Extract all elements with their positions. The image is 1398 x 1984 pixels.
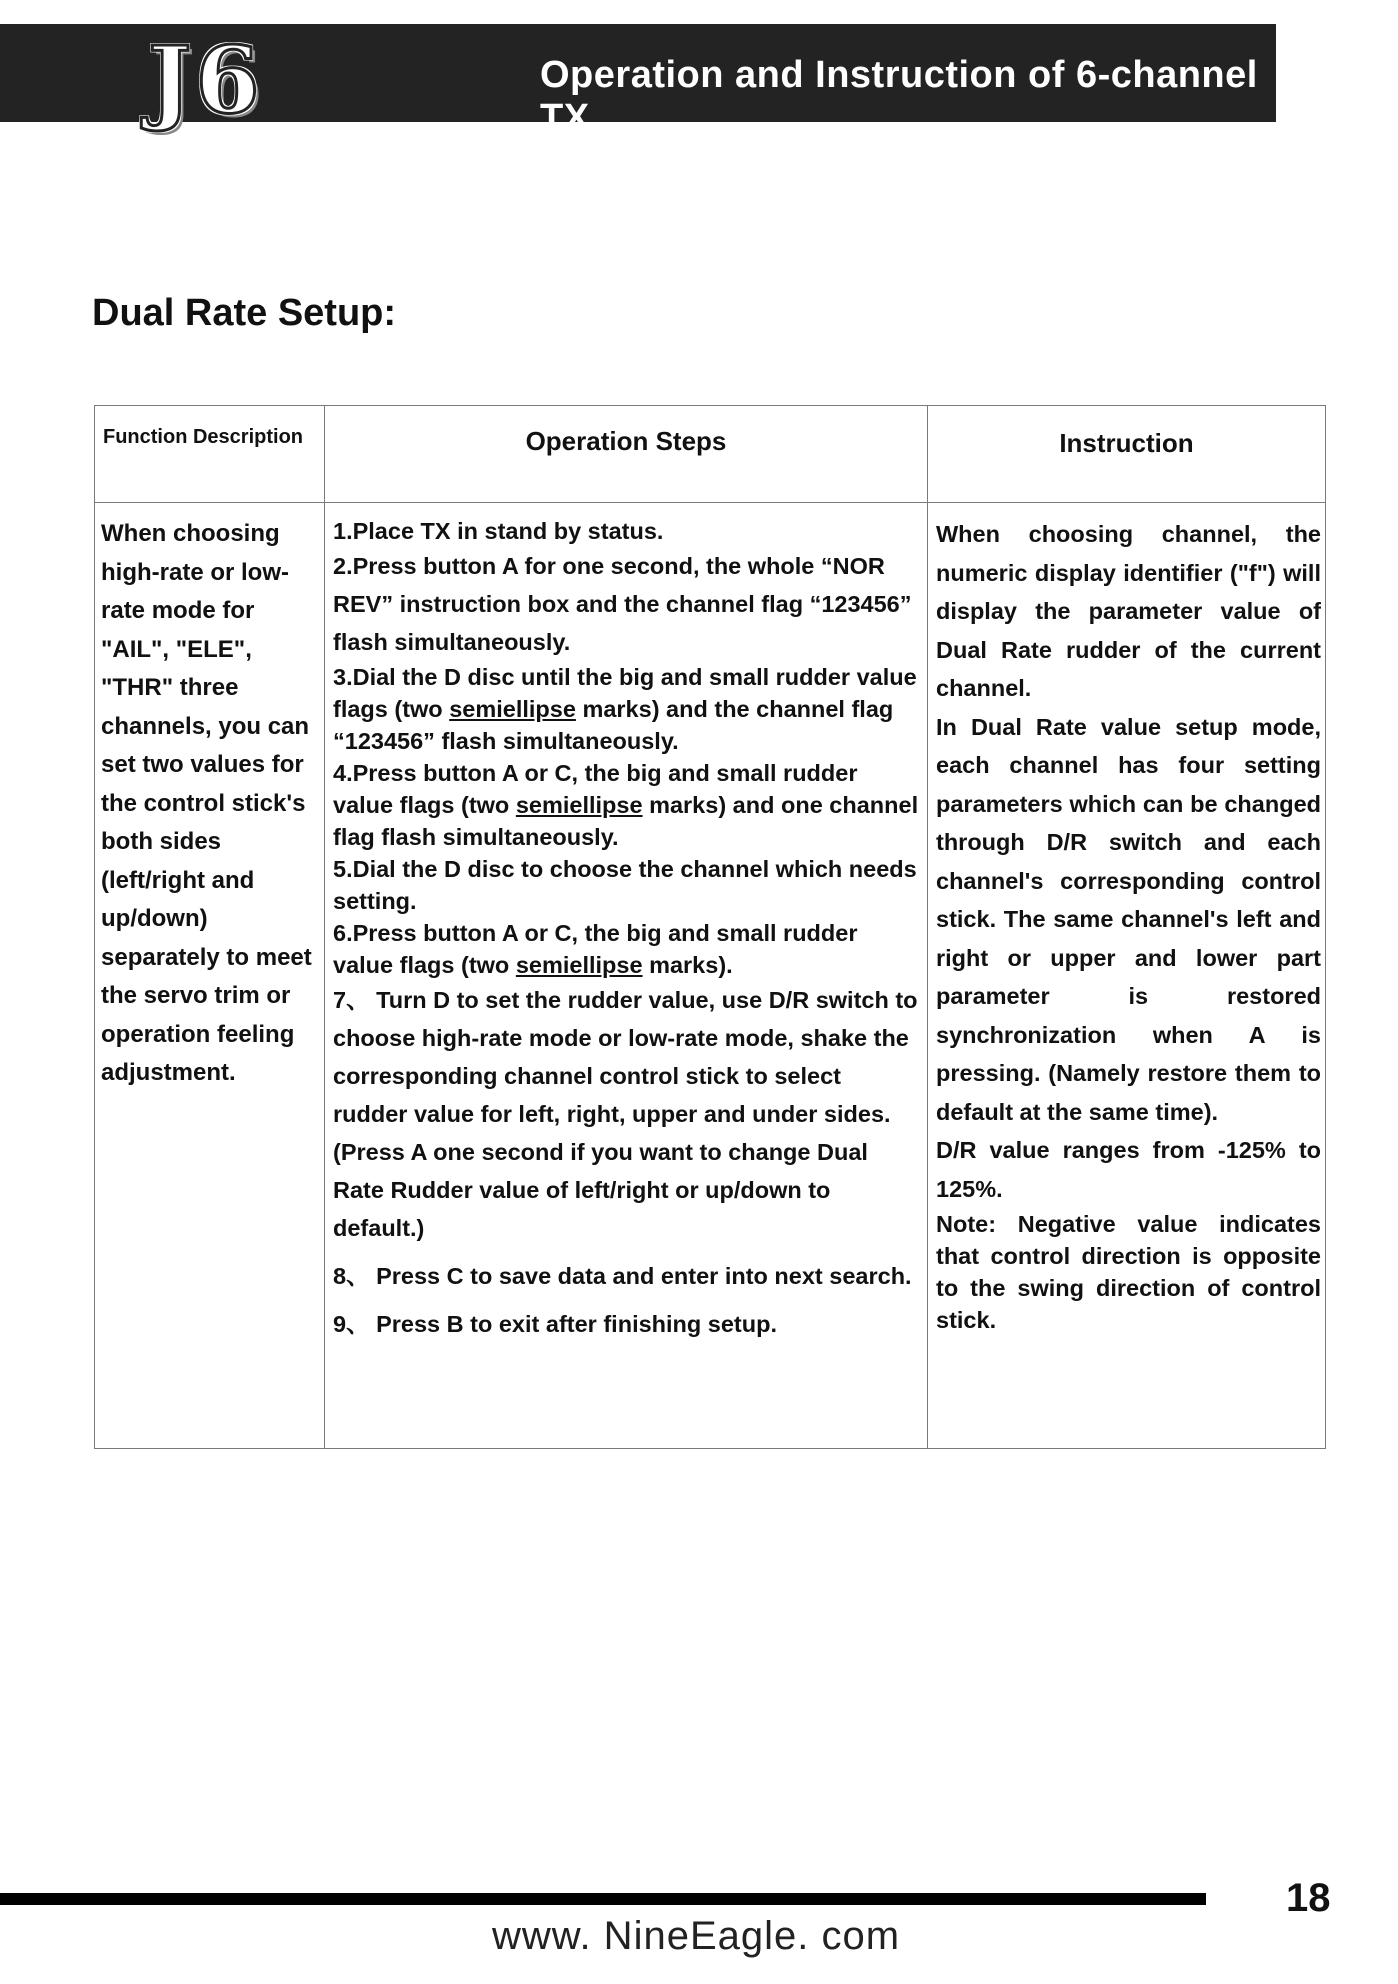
table-header-row xyxy=(95,406,1326,503)
page-number: 18 xyxy=(1286,1876,1331,1920)
header-operation-steps: Operation Steps xyxy=(325,406,928,503)
instruction-note: Note: Negative value indicates that control direction is opposite to the swing direction of control stick. xyxy=(936,1211,1321,1333)
step-5: 5.Dial the D disc to choose the channel which needs setting. xyxy=(333,856,917,914)
section-title: Dual Rate Setup: xyxy=(92,292,397,334)
footer-bar xyxy=(0,1893,1206,1905)
step-3-underlined: semiellipse xyxy=(449,696,576,722)
step-8: 8、 Press C to save data and enter into next search. xyxy=(333,1263,912,1289)
step-4-underlined: semiellipse xyxy=(515,792,643,818)
step-9: 9、 Press B to exit after finishing setup. xyxy=(333,1311,777,1337)
step-6-text-b: marks). xyxy=(642,952,733,978)
step-4-text-b: marks) and one channel flag flash simultaneously. xyxy=(333,792,919,850)
instruction-paragraph-1: When choosing channel, the numeric display identifier ("f") will display the parameter value of Dual Rate rudder of the current channel. xyxy=(936,521,1321,701)
step-4-text-a: 4.Press button A or C, the big and small rudder value flags (two xyxy=(333,760,858,818)
instruction-cell xyxy=(928,503,1326,1449)
j6-logo: J6 xyxy=(148,26,264,134)
table-row xyxy=(95,503,1326,1449)
instruction-paragraph-3: D/R value ranges from -125% to 125%. xyxy=(936,1137,1321,1202)
header-bar xyxy=(0,24,1276,139)
instruction-paragraph-2: In Dual Rate value setup mode, each channel has four setting parameters which can be changed through D/R switch and each channel's corresponding control stick. The same channel's left and right or upper and lower part parameter is restored synchronization when A is pressing. (Namely restore them to default at the same time). xyxy=(936,713,1321,1125)
function-description-cell: When choosing high-rate or low-rate mode for "AIL", "ELE", "THR" three channels, you can set two values for the control stick's both sides (left/right and up/down) separately to meet the servo trim or operation feeling adjustment. xyxy=(95,503,325,1449)
header-title: Operation and Instruction of 6-channel TX xyxy=(540,54,1258,139)
step-7: 7、 Turn D to set the rudder value, use D/R switch to choose high-rate mode or low-rate mode, shake the corresponding channel control stick to select rudder value for left, right, upper and under sides. (Press A one second if you want to change Dual Rate Rudder value of left/right or up/down to default.) xyxy=(333,987,918,1241)
step-4 xyxy=(333,757,919,853)
header-function-description: Function Description xyxy=(95,406,325,503)
step-2: 2.Press button A for one second, the whole “NOR REV” instruction box and the channel flag “123456” flash simultaneously. xyxy=(333,553,912,655)
step-3 xyxy=(333,661,919,757)
dual-rate-table xyxy=(94,405,1326,1449)
step-6-underlined: semiellipse xyxy=(515,952,643,978)
step-3-text-a: 3.Dial the D disc until the big and small rudder value flags (two xyxy=(333,664,917,722)
step-1: 1.Place TX in stand by status. xyxy=(333,518,664,544)
step-3-text-b: marks) and the channel flag “123456” flash simultaneously. xyxy=(333,696,894,754)
header-instruction: Instruction xyxy=(928,406,1326,503)
operation-steps-cell xyxy=(325,503,928,1449)
footer-url: www. NineEagle. com xyxy=(492,1914,901,1958)
step-6-text-a: 6.Press button A or C, the big and small rudder value flags (two xyxy=(333,920,858,978)
step-6 xyxy=(333,917,919,981)
